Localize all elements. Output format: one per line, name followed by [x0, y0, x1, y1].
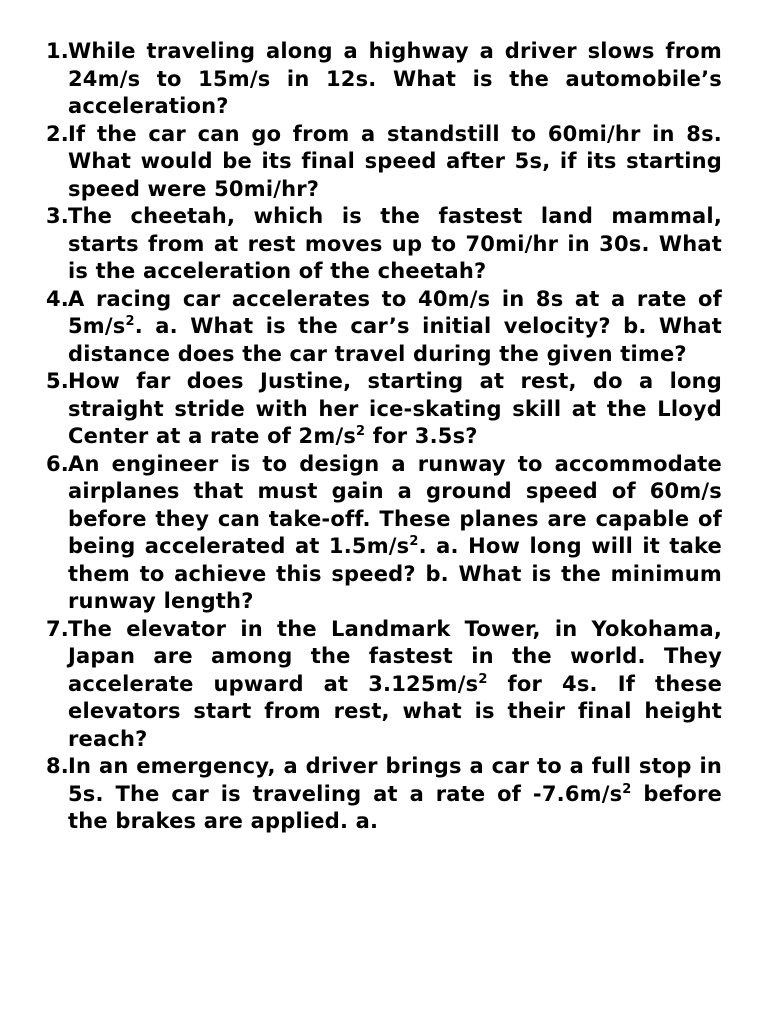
problem-number: 6.: [46, 451, 69, 476]
problem-text: [68, 204, 722, 283]
superscript-exponent: 2: [409, 534, 419, 549]
problem-text-segment: The elevator in the Landmark Tower, in Yokohama, Japan are among the fastest in the world. They accelerate upward at 3.125m/s: [68, 616, 722, 696]
problem-text-segment: While traveling along a highway a driver slows from 24m/s to 15m/s in 12s. What is the automobile’s acceleration?: [68, 39, 722, 118]
superscript-exponent: 2: [356, 424, 366, 439]
superscript-exponent: 2: [125, 314, 135, 329]
problem-text-segment: A racing car accelerates to 40m/s in 8s at a rate of 5m/s: [68, 286, 722, 338]
problem-text-segment: for 3.5s?: [365, 424, 478, 448]
problem-text-segment: An engineer is to design a runway to accommodate airplanes that must gain a ground speed of 60m/s before they can take-off. These planes are capable of being accelerated at 1.5m/s: [68, 451, 722, 558]
problem-number: 1.: [46, 39, 69, 63]
problem-number: 5.: [46, 369, 69, 393]
problem-text: [68, 452, 722, 614]
problem-number: 3.: [46, 204, 69, 228]
superscript-exponent: 2: [478, 671, 488, 687]
superscript-exponent: 2: [622, 781, 632, 797]
problem-item-4: [46, 286, 722, 369]
problem-list: [46, 38, 722, 836]
problem-item-5: [46, 368, 722, 451]
problem-number: 7.: [46, 616, 69, 641]
problem-item-2: [46, 121, 722, 204]
problem-text: [68, 287, 722, 366]
problem-text: [68, 39, 722, 118]
problem-text-segment: . a. How long will it take them to achieve this speed? b. What is the minimum runway length?: [68, 534, 723, 613]
problem-text-segment: How far does Justine, starting at rest, do a long straight stride with her ice-skating skill at the Lloyd Center at a rate of 2m/s: [68, 369, 722, 448]
problem-text: [68, 617, 722, 751]
problem-item-1: [46, 38, 722, 121]
problem-item-8: [46, 753, 722, 836]
problem-item-6: [46, 451, 722, 616]
problem-text-segment: If the car can go from a standstill to 60mi/hr in 8s. What would be its final speed after 5s, if its starting speed were 50mi/hr?: [68, 121, 722, 201]
problem-text: [68, 369, 722, 448]
problem-item-3: [46, 203, 722, 286]
problem-text-segment: In an emergency, a driver brings a car to a full stop in 5s. The car is traveling at a rate of -7.6m/s: [68, 754, 722, 806]
problem-text-segment: . a. What is the car’s initial velocity? b. What distance does the car travel during the given time?: [68, 314, 722, 366]
problem-text-segment: before the brakes are applied. a.: [68, 781, 722, 833]
problem-text-segment: for 4s. If these elevators start from rest, what is their final height reach?: [68, 671, 723, 751]
problem-number: 4.: [46, 286, 69, 311]
problem-text: [68, 122, 722, 201]
problem-text-segment: The cheetah, which is the fastest land mammal, starts from at rest moves up to 70mi/hr in 30s. What is the acceleration of the cheetah?: [68, 204, 722, 283]
problem-number: 2.: [46, 121, 69, 146]
problem-item-7: [46, 616, 722, 754]
problem-text: [68, 754, 722, 833]
problem-number: 8.: [46, 754, 69, 778]
